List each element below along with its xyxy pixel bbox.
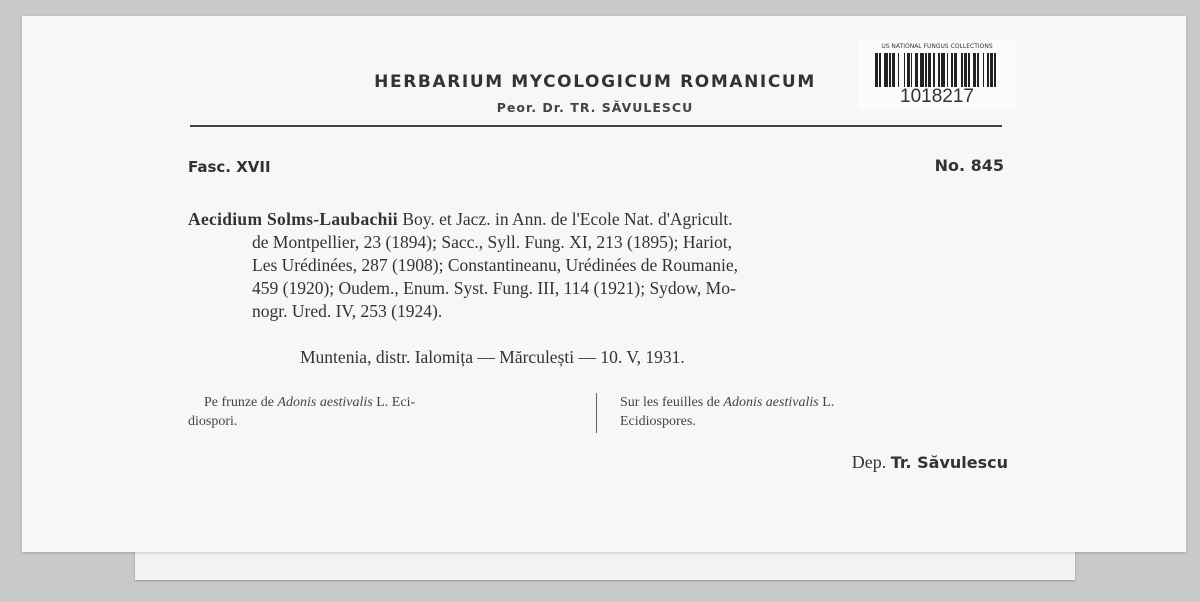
citation-line-2: de Montpellier, 23 (1894); Sacc., Syll. Fung. XI, 213 (1895); Hariot, — [252, 232, 732, 252]
note-ro-host: Adonis aestivalis — [277, 395, 373, 410]
note-fr-prefix: Sur les feuilles de — [620, 395, 720, 410]
header-rule — [190, 125, 1002, 127]
depositor-name: Tr. Săvulescu — [890, 453, 1008, 472]
citation-line-3: Les Urédinées, 287 (1908); Constantineanu, Urédinées de Roumanie, — [252, 255, 738, 275]
fascicle-label: Fasc. XVII — [188, 158, 271, 176]
citation-line-5: nogr. Ured. IV, 253 (1924). — [252, 301, 443, 321]
citation-line-1 — [188, 208, 1006, 231]
note-romanian — [188, 393, 574, 431]
note-french — [620, 393, 1008, 431]
barcode-institution: US NATIONAL FUNGUS COLLECTIONS — [881, 43, 993, 50]
species-name: Aecidium Solms-Laubachii — [188, 209, 398, 229]
note-fr-suffix: L. — [822, 395, 835, 410]
herbarium-subtitle: Peor. Dr. TR. SĂVULESCU — [496, 100, 694, 115]
citation-authority: Boy. et Jacz. in Ann. de l'Ecole Nat. d'Agricult. — [402, 209, 733, 229]
specimen-number: No. 845 — [934, 156, 1004, 175]
citation-block — [188, 208, 1006, 323]
citation-line-4: 459 (1920); Oudem., Enum. Syst. Fung. III, 114 (1921); Sydow, Mo- — [252, 278, 736, 298]
depositor — [852, 452, 1008, 473]
herbarium-title: HERBARIUM MYCOLOGICUM ROMANICUM — [374, 72, 816, 92]
notes-divider — [596, 393, 597, 433]
barcode-icon — [875, 53, 999, 87]
note-ro-prefix: Pe frunze de — [204, 395, 274, 410]
note-ro-suffix: L. Eci- — [376, 395, 416, 410]
depositor-prefix: Dep. — [851, 452, 887, 472]
note-fr-host: Adonis aestivalis — [723, 395, 819, 410]
collection-locality: Muntenia, distr. Ialomița — Mărculești — 10. V, 1931. — [300, 347, 685, 367]
barcode-sticker — [858, 40, 1016, 110]
barcode-number: 1018217 — [900, 86, 974, 107]
note-ro-line2: diospori. — [188, 414, 238, 429]
note-fr-line2: Ecidiospores. — [620, 414, 696, 429]
